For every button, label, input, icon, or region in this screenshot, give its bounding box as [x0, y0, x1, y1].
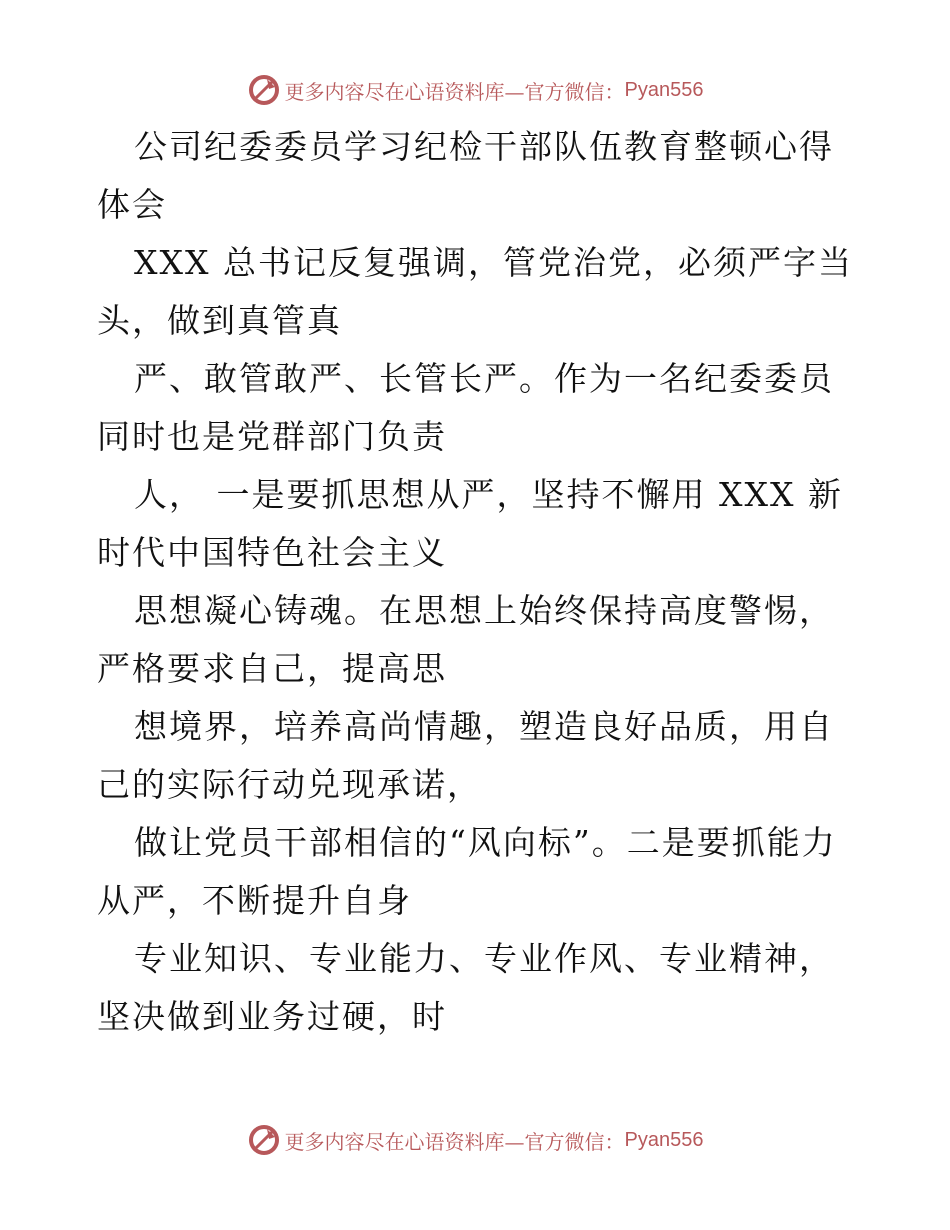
document-title: 公司纪委委员学习纪检干部队伍教育整顿心得体会 [97, 127, 834, 224]
quill-seal-icon [247, 73, 281, 107]
paragraph-1: XXX 总书记反复强调，管党治党，必须严字当头，做到真管真 [97, 243, 853, 340]
paragraph-7: 专业知识、专业能力、专业作风、专业精神，坚决做到业务过硬，时 [97, 939, 834, 1036]
footer-banner [0, 1120, 950, 1160]
banner-text: 更多内容尽在心语资料库—官方微信： [284, 79, 625, 104]
paragraph-5: 想境界，培养高尚情趣，塑造良好品质，用自己的实际行动兑现承诺， [97, 707, 834, 804]
banner-brand: Pyan556 [624, 1128, 704, 1151]
header-banner [0, 70, 950, 110]
banner-text: 更多内容尽在心语资料库—官方微信： [284, 1129, 625, 1154]
banner-brand: Pyan556 [624, 78, 704, 101]
paragraph-2: 严、敢管敢严、长管长严。作为一名纪委委员同时也是党群部门负责 [97, 359, 834, 456]
quill-seal-icon [247, 1123, 281, 1157]
paragraph-4: 思想凝心铸魂。在思想上始终保持高度警惕，严格要求自己，提高思 [97, 591, 834, 688]
paragraph-6: 做让党员干部相信的“风向标”。二是要抓能力从严，不断提升自身 [97, 823, 837, 920]
paragraph-3: 人， 一是要抓思想从严，坚持不懈用 XXX 新时代中国特色社会主义 [97, 475, 843, 572]
document-body [97, 118, 857, 1046]
